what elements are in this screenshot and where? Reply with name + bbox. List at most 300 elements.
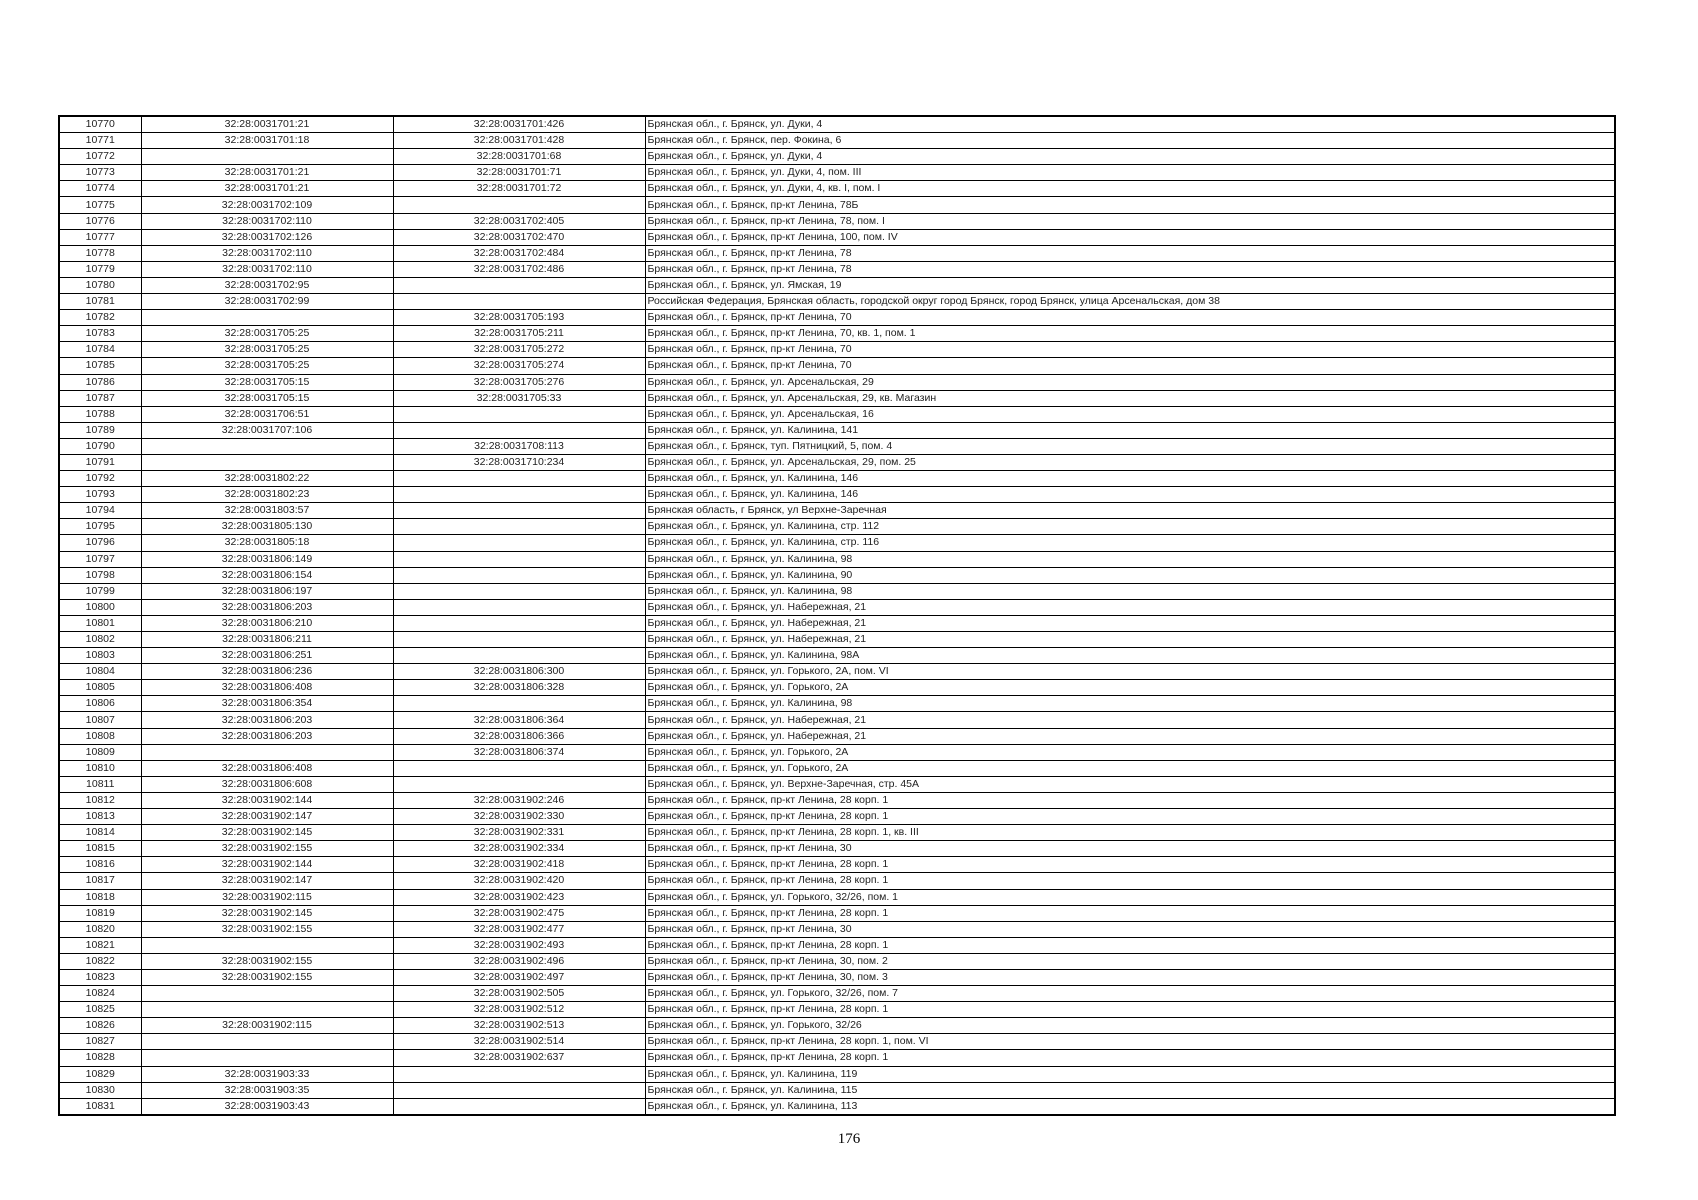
object-number-cell: 32:28:0031806:364 [393,712,645,728]
address-cell: Брянская обл., г. Брянск, ул. Арсенальская, 29, кв. Магазин [645,390,1615,406]
cadastral-number-cell: 32:28:0031702:95 [141,277,393,293]
address-cell: Брянская обл., г. Брянск, пр-кт Ленина, 28 корп. 1 [645,809,1615,825]
row-number-cell: 10787 [59,390,141,406]
object-number-cell [393,519,645,535]
cadastral-number-cell: 32:28:0031902:155 [141,841,393,857]
cadastral-number-cell: 32:28:0031806:408 [141,680,393,696]
table-row [59,326,1615,342]
object-number-cell: 32:28:0031701:426 [393,116,645,133]
table-row [59,294,1615,310]
row-number-cell: 10812 [59,792,141,808]
table-row [59,342,1615,358]
object-number-cell: 32:28:0031902:334 [393,841,645,857]
table-row [59,374,1615,390]
row-number-cell: 10827 [59,1034,141,1050]
object-number-cell [393,696,645,712]
address-cell: Брянская область, г Брянск, ул Верхне-Заречная [645,503,1615,519]
address-cell: Брянская обл., г. Брянск, ул. Калинина, 98А [645,648,1615,664]
cadastral-number-cell: 32:28:0031806:354 [141,696,393,712]
cadastral-number-cell [141,310,393,326]
object-number-cell: 32:28:0031806:328 [393,680,645,696]
row-number-cell: 10773 [59,165,141,181]
object-number-cell [393,760,645,776]
object-number-cell [393,776,645,792]
address-cell: Брянская обл., г. Брянск, ул. Дуки, 4, пом. III [645,165,1615,181]
row-number-cell: 10798 [59,567,141,583]
table-row [59,261,1615,277]
row-number-cell: 10792 [59,471,141,487]
object-number-cell: 32:28:0031902:493 [393,937,645,953]
row-number-cell: 10796 [59,535,141,551]
object-number-cell: 32:28:0031902:331 [393,825,645,841]
address-cell: Брянская обл., г. Брянск, ул. Калинина, 98 [645,551,1615,567]
row-number-cell: 10775 [59,197,141,213]
address-cell: Брянская обл., г. Брянск, пр-кт Ленина, 70 [645,342,1615,358]
object-number-cell: 32:28:0031702:484 [393,245,645,261]
cadastral-number-cell: 32:28:0031806:197 [141,583,393,599]
cadastral-number-cell: 32:28:0031705:15 [141,374,393,390]
address-cell: Брянская обл., г. Брянск, ул. Горького, 32/26 [645,1018,1615,1034]
cadastral-number-cell [141,1050,393,1066]
row-number-cell: 10797 [59,551,141,567]
object-number-cell: 32:28:0031902:477 [393,921,645,937]
row-number-cell: 10809 [59,744,141,760]
object-number-cell [393,197,645,213]
row-number-cell: 10803 [59,648,141,664]
object-number-cell: 32:28:0031710:234 [393,454,645,470]
object-number-cell: 32:28:0031902:505 [393,986,645,1002]
cadastral-number-cell: 32:28:0031702:110 [141,213,393,229]
address-cell: Брянская обл., г. Брянск, ул. Горького, 32/26, пом. 7 [645,986,1615,1002]
row-number-cell: 10799 [59,583,141,599]
cadastral-number-cell: 32:28:0031802:23 [141,487,393,503]
table-row [59,1066,1615,1082]
address-cell: Российская Федерация, Брянская область, городской округ город Брянск, город Брянск, улица Арсенальская, дом 38 [645,294,1615,310]
address-cell: Брянская обл., г. Брянск, ул. Калинина, стр. 116 [645,535,1615,551]
cadastral-number-cell: 32:28:0031806:210 [141,615,393,631]
address-cell: Брянская обл., г. Брянск, ул. Калинина, 119 [645,1066,1615,1082]
object-number-cell: 32:28:0031806:366 [393,728,645,744]
table-row [59,487,1615,503]
cadastral-number-cell [141,438,393,454]
table-row [59,986,1615,1002]
address-cell: Брянская обл., г. Брянск, ул. Арсенальская, 29, пом. 25 [645,454,1615,470]
cadastral-number-cell: 32:28:0031806:203 [141,728,393,744]
table-row [59,792,1615,808]
cadastral-number-cell: 32:28:0031902:147 [141,873,393,889]
cadastral-number-cell: 32:28:0031705:15 [141,390,393,406]
table-row [59,567,1615,583]
row-number-cell: 10772 [59,149,141,165]
address-cell: Брянская обл., г. Брянск, ул. Дуки, 4 [645,149,1615,165]
object-number-cell [393,422,645,438]
cadastral-number-cell: 32:28:0031701:21 [141,165,393,181]
object-number-cell: 32:28:0031701:72 [393,181,645,197]
table-row [59,229,1615,245]
table-row [59,680,1615,696]
address-cell: Брянская обл., г. Брянск, ул. Ямская, 19 [645,277,1615,293]
cadastral-number-cell: 32:28:0031903:35 [141,1082,393,1098]
table-row [59,1098,1615,1115]
table-row [59,277,1615,293]
row-number-cell: 10808 [59,728,141,744]
address-cell: Брянская обл., г. Брянск, ул. Горького, 2А, пом. VI [645,664,1615,680]
object-number-cell: 32:28:0031705:274 [393,358,645,374]
table-row [59,390,1615,406]
table-row [59,1002,1615,1018]
cadastral-number-cell [141,1034,393,1050]
address-cell: Брянская обл., г. Брянск, пр-кт Ленина, 28 корп. 1, кв. III [645,825,1615,841]
table-row [59,358,1615,374]
table-row [59,1050,1615,1066]
cadastral-number-cell [141,744,393,760]
cadastral-number-cell [141,937,393,953]
cadastral-number-cell [141,149,393,165]
row-number-cell: 10818 [59,889,141,905]
row-number-cell: 10811 [59,776,141,792]
address-cell: Брянская обл., г. Брянск, ул. Набережная, 21 [645,712,1615,728]
table-row [59,744,1615,760]
address-cell: Брянская обл., г. Брянск, ул. Арсенальская, 29 [645,374,1615,390]
row-number-cell: 10804 [59,664,141,680]
cadastral-number-cell: 32:28:0031707:106 [141,422,393,438]
row-number-cell: 10791 [59,454,141,470]
row-number-cell: 10784 [59,342,141,358]
object-number-cell: 32:28:0031701:71 [393,165,645,181]
row-number-cell: 10807 [59,712,141,728]
object-number-cell [393,406,645,422]
object-number-cell: 32:28:0031902:497 [393,969,645,985]
row-number-cell: 10778 [59,245,141,261]
address-cell: Брянская обл., г. Брянск, ул. Верхне-Заречная, стр. 45А [645,776,1615,792]
address-cell: Брянская обл., г. Брянск, пр-кт Ленина, 30 [645,921,1615,937]
row-number-cell: 10821 [59,937,141,953]
table-row [59,712,1615,728]
row-number-cell: 10782 [59,310,141,326]
object-number-cell [393,567,645,583]
row-number-cell: 10813 [59,809,141,825]
cadastral-number-cell: 32:28:0031902:145 [141,905,393,921]
cadastral-number-cell: 32:28:0031806:251 [141,648,393,664]
address-cell: Брянская обл., г. Брянск, ул. Горького, 32/26, пом. 1 [645,889,1615,905]
address-cell: Брянская обл., г. Брянск, ул. Горького, 2А [645,680,1615,696]
cadastral-number-cell [141,986,393,1002]
row-number-cell: 10793 [59,487,141,503]
table-row [59,664,1615,680]
address-cell: Брянская обл., г. Брянск, пр-кт Ленина, 28 корп. 1, пом. VI [645,1034,1615,1050]
object-number-cell [393,615,645,631]
table-row [59,406,1615,422]
cadastral-number-cell: 32:28:0031705:25 [141,342,393,358]
cadastral-number-cell: 32:28:0031806:154 [141,567,393,583]
address-cell: Брянская обл., г. Брянск, пр-кт Ленина, 28 корп. 1 [645,905,1615,921]
address-cell: Брянская обл., г. Брянск, пр-кт Ленина, 70 [645,358,1615,374]
row-number-cell: 10783 [59,326,141,342]
table-row [59,213,1615,229]
table-row [59,760,1615,776]
table-body [59,116,1615,1115]
cadastral-number-cell: 32:28:0031902:144 [141,857,393,873]
row-number-cell: 10770 [59,116,141,133]
address-cell: Брянская обл., г. Брянск, пр-кт Ленина, 70, кв. 1, пом. 1 [645,326,1615,342]
cadastral-number-cell: 32:28:0031903:43 [141,1098,393,1115]
address-cell: Брянская обл., г. Брянск, пр-кт Ленина, 70 [645,310,1615,326]
object-number-cell: 32:28:0031705:272 [393,342,645,358]
address-cell: Брянская обл., г. Брянск, ул. Калинина, 98 [645,583,1615,599]
row-number-cell: 10819 [59,905,141,921]
object-number-cell: 32:28:0031902:513 [393,1018,645,1034]
object-number-cell: 32:28:0031705:193 [393,310,645,326]
cadastral-number-cell: 32:28:0031806:203 [141,712,393,728]
row-number-cell: 10822 [59,953,141,969]
row-number-cell: 10830 [59,1082,141,1098]
table-row [59,696,1615,712]
row-number-cell: 10774 [59,181,141,197]
data-table [58,115,1616,1116]
row-number-cell: 10829 [59,1066,141,1082]
object-number-cell [393,503,645,519]
cadastral-number-cell: 32:28:0031902:115 [141,1018,393,1034]
address-cell: Брянская обл., г. Брянск, ул. Набережная, 21 [645,728,1615,744]
address-cell: Брянская обл., г. Брянск, ул. Арсенальская, 16 [645,406,1615,422]
object-number-cell [393,1082,645,1098]
cadastral-number-cell: 32:28:0031806:149 [141,551,393,567]
address-cell: Брянская обл., г. Брянск, ул. Набережная, 21 [645,615,1615,631]
table-row [59,422,1615,438]
row-number-cell: 10814 [59,825,141,841]
address-cell: Брянская обл., г. Брянск, пр-кт Ленина, 78 [645,245,1615,261]
object-number-cell: 32:28:0031806:374 [393,744,645,760]
cadastral-number-cell: 32:28:0031806:236 [141,664,393,680]
row-number-cell: 10831 [59,1098,141,1115]
table-row [59,454,1615,470]
row-number-cell: 10771 [59,133,141,149]
cadastral-number-cell [141,1002,393,1018]
table-row [59,841,1615,857]
object-number-cell: 32:28:0031702:470 [393,229,645,245]
row-number-cell: 10800 [59,599,141,615]
object-number-cell: 32:28:0031708:113 [393,438,645,454]
address-cell: Брянская обл., г. Брянск, пер. Фокина, 6 [645,133,1615,149]
row-number-cell: 10824 [59,986,141,1002]
object-number-cell [393,1066,645,1082]
row-number-cell: 10805 [59,680,141,696]
cadastral-number-cell: 32:28:0031806:408 [141,760,393,776]
row-number-cell: 10815 [59,841,141,857]
object-number-cell [393,535,645,551]
address-cell: Брянская обл., г. Брянск, ул. Горького, 2А [645,760,1615,776]
table-row [59,133,1615,149]
row-number-cell: 10825 [59,1002,141,1018]
address-cell: Брянская обл., г. Брянск, пр-кт Ленина, 28 корп. 1 [645,792,1615,808]
address-cell: Брянская обл., г. Брянск, пр-кт Ленина, 78 [645,261,1615,277]
cadastral-number-cell: 32:28:0031702:109 [141,197,393,213]
cadastral-number-cell: 32:28:0031702:110 [141,245,393,261]
row-number-cell: 10826 [59,1018,141,1034]
object-number-cell [393,599,645,615]
cadastral-number-cell: 32:28:0031806:211 [141,632,393,648]
table-row [59,310,1615,326]
cadastral-number-cell: 32:28:0031705:25 [141,358,393,374]
row-number-cell: 10801 [59,615,141,631]
object-number-cell: 32:28:0031902:637 [393,1050,645,1066]
table-row [59,116,1615,133]
address-cell: Брянская обл., г. Брянск, пр-кт Ленина, 100, пом. IV [645,229,1615,245]
object-number-cell: 32:28:0031701:68 [393,149,645,165]
object-number-cell [393,632,645,648]
table-row [59,615,1615,631]
row-number-cell: 10776 [59,213,141,229]
address-cell: Брянская обл., г. Брянск, ул. Дуки, 4, кв. I, пом. I [645,181,1615,197]
cadastral-number-cell: 32:28:0031902:155 [141,953,393,969]
table-row [59,1034,1615,1050]
object-number-cell [393,648,645,664]
table-row [59,921,1615,937]
address-cell: Брянская обл., г. Брянск, ул. Калинина, 146 [645,471,1615,487]
object-number-cell: 32:28:0031902:418 [393,857,645,873]
address-cell: Брянская обл., г. Брянск, ул. Дуки, 4 [645,116,1615,133]
cadastral-number-cell: 32:28:0031806:203 [141,599,393,615]
object-number-cell [393,551,645,567]
table-row [59,438,1615,454]
row-number-cell: 10820 [59,921,141,937]
object-number-cell: 32:28:0031705:33 [393,390,645,406]
object-number-cell: 32:28:0031705:276 [393,374,645,390]
cadastral-number-cell: 32:28:0031803:57 [141,503,393,519]
table-row [59,648,1615,664]
table-row [59,873,1615,889]
row-number-cell: 10817 [59,873,141,889]
page-number: 176 [837,1131,861,1147]
object-number-cell [393,471,645,487]
address-cell: Брянская обл., г. Брянск, ул. Калинина, 113 [645,1098,1615,1115]
table-row [59,969,1615,985]
address-cell: Брянская обл., г. Брянск, ул. Калинина, стр. 112 [645,519,1615,535]
object-number-cell: 32:28:0031902:512 [393,1002,645,1018]
table-row [59,825,1615,841]
table-row [59,889,1615,905]
table-row [59,1018,1615,1034]
table-row [59,503,1615,519]
cadastral-number-cell: 32:28:0031902:144 [141,792,393,808]
cadastral-number-cell: 32:28:0031702:110 [141,261,393,277]
address-cell: Брянская обл., г. Брянск, ул. Набережная, 21 [645,599,1615,615]
object-number-cell [393,294,645,310]
row-number-cell: 10794 [59,503,141,519]
table-row [59,1082,1615,1098]
table-row [59,519,1615,535]
cadastral-number-cell: 32:28:0031902:145 [141,825,393,841]
address-cell: Брянская обл., г. Брянск, ул. Калинина, 98 [645,696,1615,712]
table-row [59,583,1615,599]
table-row [59,809,1615,825]
address-cell: Брянская обл., г. Брянск, пр-кт Ленина, 28 корп. 1 [645,1002,1615,1018]
address-cell: Брянская обл., г. Брянск, пр-кт Ленина, 28 корп. 1 [645,937,1615,953]
row-number-cell: 10789 [59,422,141,438]
table-row [59,905,1615,921]
table-row [59,535,1615,551]
table-row [59,776,1615,792]
row-number-cell: 10828 [59,1050,141,1066]
address-cell: Брянская обл., г. Брянск, пр-кт Ленина, 28 корп. 1 [645,873,1615,889]
cadastral-number-cell: 32:28:0031805:18 [141,535,393,551]
object-number-cell: 32:28:0031902:330 [393,809,645,825]
address-cell: Брянская обл., г. Брянск, туп. Пятницкий, 5, пом. 4 [645,438,1615,454]
row-number-cell: 10790 [59,438,141,454]
cadastral-number-cell: 32:28:0031701:21 [141,181,393,197]
row-number-cell: 10816 [59,857,141,873]
row-number-cell: 10788 [59,406,141,422]
cadastral-number-cell [141,454,393,470]
address-cell: Брянская обл., г. Брянск, пр-кт Ленина, 30 [645,841,1615,857]
row-number-cell: 10795 [59,519,141,535]
address-cell: Брянская обл., г. Брянск, ул. Калинина, 146 [645,487,1615,503]
address-cell: Брянская обл., г. Брянск, пр-кт Ленина, 30, пом. 3 [645,969,1615,985]
object-number-cell: 32:28:0031902:514 [393,1034,645,1050]
cadastral-number-cell: 32:28:0031806:608 [141,776,393,792]
object-number-cell: 32:28:0031701:428 [393,133,645,149]
object-number-cell: 32:28:0031705:211 [393,326,645,342]
object-number-cell: 32:28:0031902:475 [393,905,645,921]
address-cell: Брянская обл., г. Брянск, ул. Калинина, 115 [645,1082,1615,1098]
table-row [59,471,1615,487]
table-row [59,953,1615,969]
row-number-cell: 10786 [59,374,141,390]
address-cell: Брянская обл., г. Брянск, пр-кт Ленина, 28 корп. 1 [645,1050,1615,1066]
object-number-cell [393,583,645,599]
object-number-cell: 32:28:0031902:246 [393,792,645,808]
row-number-cell: 10823 [59,969,141,985]
cadastral-number-cell: 32:28:0031802:22 [141,471,393,487]
object-number-cell: 32:28:0031702:405 [393,213,645,229]
row-number-cell: 10781 [59,294,141,310]
address-cell: Брянская обл., г. Брянск, ул. Калинина, 90 [645,567,1615,583]
row-number-cell: 10802 [59,632,141,648]
table-row [59,599,1615,615]
address-cell: Брянская обл., г. Брянск, пр-кт Ленина, 28 корп. 1 [645,857,1615,873]
row-number-cell: 10777 [59,229,141,245]
table-row [59,728,1615,744]
cadastral-number-cell: 32:28:0031702:99 [141,294,393,310]
row-number-cell: 10810 [59,760,141,776]
cadastral-number-cell: 32:28:0031705:25 [141,326,393,342]
cadastral-number-cell: 32:28:0031903:33 [141,1066,393,1082]
address-cell: Брянская обл., г. Брянск, ул. Горького, 2А [645,744,1615,760]
address-cell: Брянская обл., г. Брянск, пр-кт Ленина, 30, пом. 2 [645,953,1615,969]
cadastral-number-cell: 32:28:0031902:155 [141,921,393,937]
table-row [59,857,1615,873]
table-row [59,632,1615,648]
table-row [59,551,1615,567]
table-row [59,149,1615,165]
address-cell: Брянская обл., г. Брянск, пр-кт Ленина, 78Б [645,197,1615,213]
row-number-cell: 10780 [59,277,141,293]
object-number-cell: 32:28:0031902:496 [393,953,645,969]
address-cell: Брянская обл., г. Брянск, пр-кт Ленина, 78, пом. I [645,213,1615,229]
object-number-cell: 32:28:0031902:423 [393,889,645,905]
cadastral-number-cell: 32:28:0031805:130 [141,519,393,535]
object-number-cell [393,1098,645,1115]
cadastral-number-cell: 32:28:0031701:18 [141,133,393,149]
table-row [59,197,1615,213]
table-row [59,245,1615,261]
object-number-cell [393,277,645,293]
object-number-cell [393,487,645,503]
cadastral-number-cell: 32:28:0031702:126 [141,229,393,245]
cadastral-number-cell: 32:28:0031706:51 [141,406,393,422]
row-number-cell: 10806 [59,696,141,712]
row-number-cell: 10779 [59,261,141,277]
